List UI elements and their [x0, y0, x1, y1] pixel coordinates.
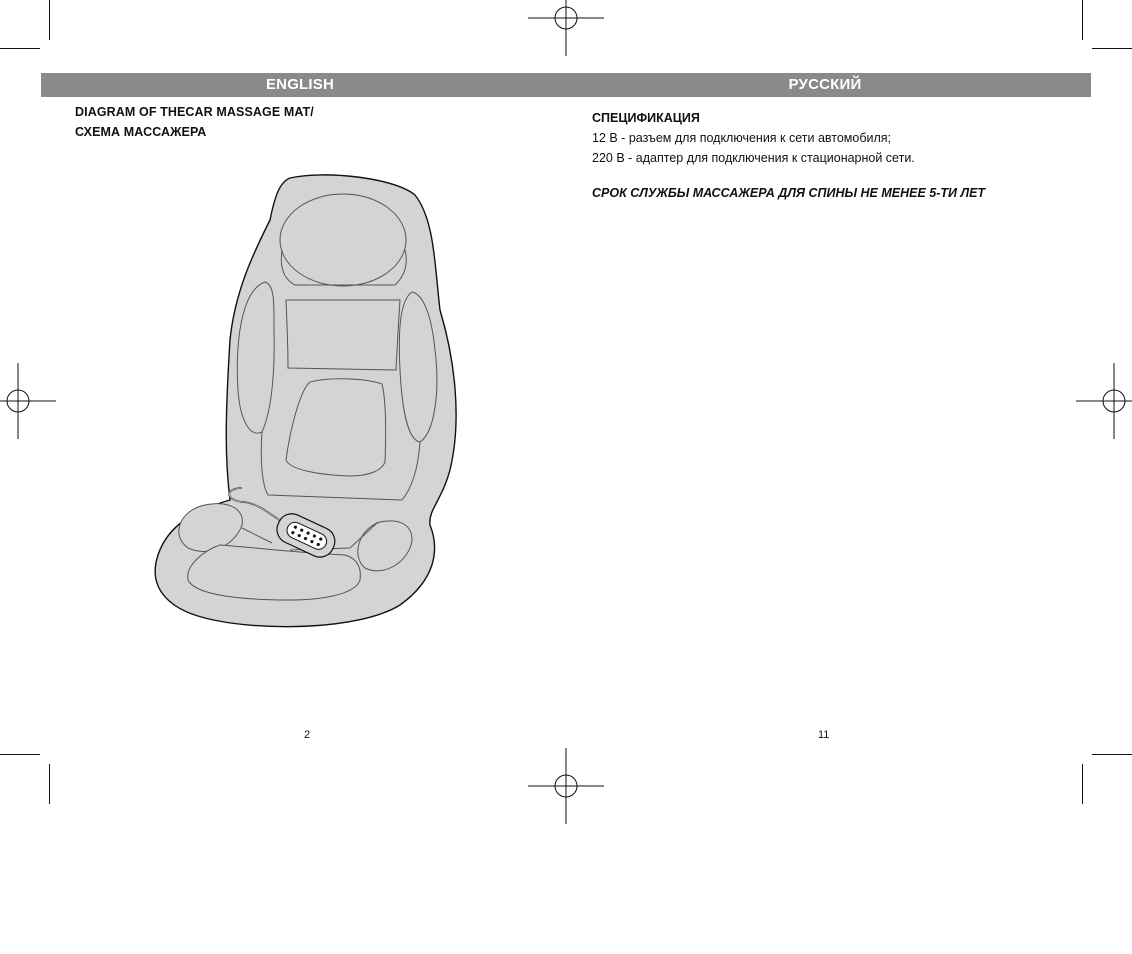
crop-mark	[1092, 754, 1132, 755]
specification-section	[592, 108, 915, 168]
service-life-note: СРОК СЛУЖБЫ МАССАЖЕРА ДЛЯ СПИНЫ НЕ МЕНЕЕ 5-ТИ ЛЕТ	[592, 186, 986, 200]
crop-mark	[1092, 48, 1132, 49]
diagram-title	[75, 102, 314, 142]
crop-mark	[0, 48, 40, 49]
crop-mark	[1082, 0, 1083, 40]
section-header-english: ENGLISH	[41, 73, 559, 97]
registration-mark	[1076, 363, 1132, 439]
specification-line-12v: 12 В - разъем для подключения к сети автомобиля;	[592, 131, 892, 145]
page-number-left: 2	[304, 729, 311, 741]
specification-line-220v: 220 В - адаптер для подключения к стационарной сети.	[592, 151, 915, 165]
crop-mark	[49, 764, 50, 804]
page-number-right: 11	[818, 729, 830, 741]
crop-mark	[1082, 764, 1083, 804]
diagram-title-russian: СХЕМА МАССАЖЕРА	[75, 125, 207, 139]
head-cushion	[280, 194, 406, 286]
registration-mark	[528, 748, 604, 824]
registration-mark	[0, 363, 56, 439]
section-header-russian: РУССКИЙ	[559, 73, 1091, 97]
diagram-title-english: DIAGRAM OF THECAR MASSAGE MAT/	[75, 105, 314, 119]
specification-title: СПЕЦИФИКАЦИЯ	[592, 111, 700, 125]
registration-mark	[528, 0, 604, 56]
crop-mark	[0, 754, 40, 755]
upper-back-panel	[286, 300, 400, 370]
car-massage-mat-illustration	[150, 170, 470, 635]
crop-mark	[49, 0, 50, 40]
